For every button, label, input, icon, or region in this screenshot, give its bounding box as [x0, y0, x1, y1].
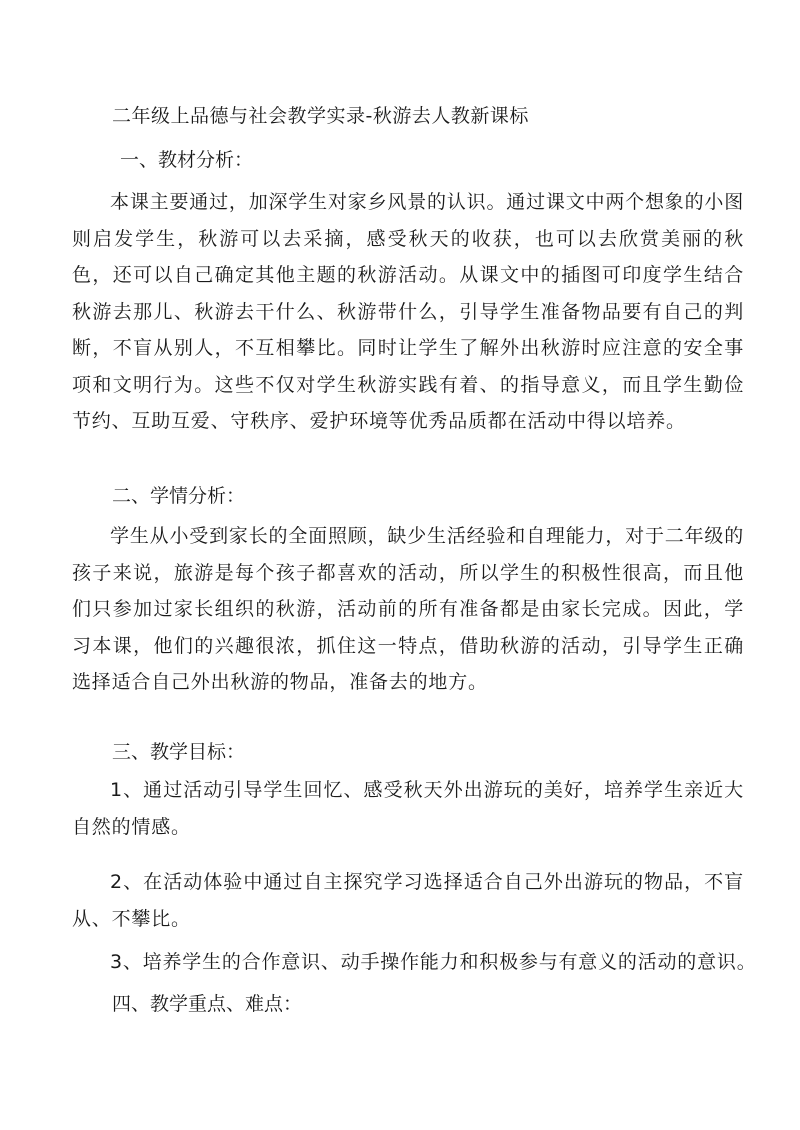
- objective-2-paragraph: 2、在活动体验中通过自主探究学习选择适合自己外出游玩的物品，不盲从、不攀比。: [72, 871, 744, 930]
- section-heading-3: 三、教学目标：: [112, 741, 246, 763]
- objective-1-paragraph: 1、通过活动引导学生回忆、感受秋天外出游玩的美好，培养学生亲近大自然的情感。: [72, 779, 744, 838]
- section-2-paragraph: 学生从小受到家长的全面照顾，缺少生活经验和自理能力，对于二年级的孩子来说，旅游是每个孩子都喜欢的活动，所以学生的积极性很高，而且他们只参加过家长组织的秋游，活动前的所有准备都是由家长完成。因此，学习本课，他们的兴趣很浓，抓住这一特点，借助秋游的活动，引导学生正确选择适合自己外出秋游的物品，准备去的地方。: [72, 525, 744, 693]
- section-heading-2: 二、学情分析：: [112, 485, 246, 507]
- section-heading-1: 一、教材分析：: [120, 149, 254, 171]
- section-heading-4: 四、教学重点、难点：: [112, 993, 303, 1015]
- document-title: 二年级上品德与社会教学实录-秋游去人教新课标: [112, 105, 529, 127]
- objective-3-paragraph: 3、培养学生的合作意识、动手操作能力和积极参与有意义的活动的意识。: [110, 951, 757, 973]
- section-1-paragraph: 本课主要通过，加深学生对家乡风景的认识。通过课文中两个想象的小图则启发学生，秋游可以去采摘，感受秋天的收获，也可以去欣赏美丽的秋色，还可以自己确定其他主题的秋游活动。从课文中的插图可印度学生结合秋游去那儿、秋游去干什么、秋游带什么，引导学生准备物品要有自己的判断，不盲从别人，不互相攀比。同时让学生了解外出秋游时应注意的安全事项和文明行为。这些不仅对学生秋游实践有着、的指导意义，而且学生勤俭节约、互助互爱、守秩序、爱护环境等优秀品质都在活动中得以培养。: [72, 191, 744, 432]
